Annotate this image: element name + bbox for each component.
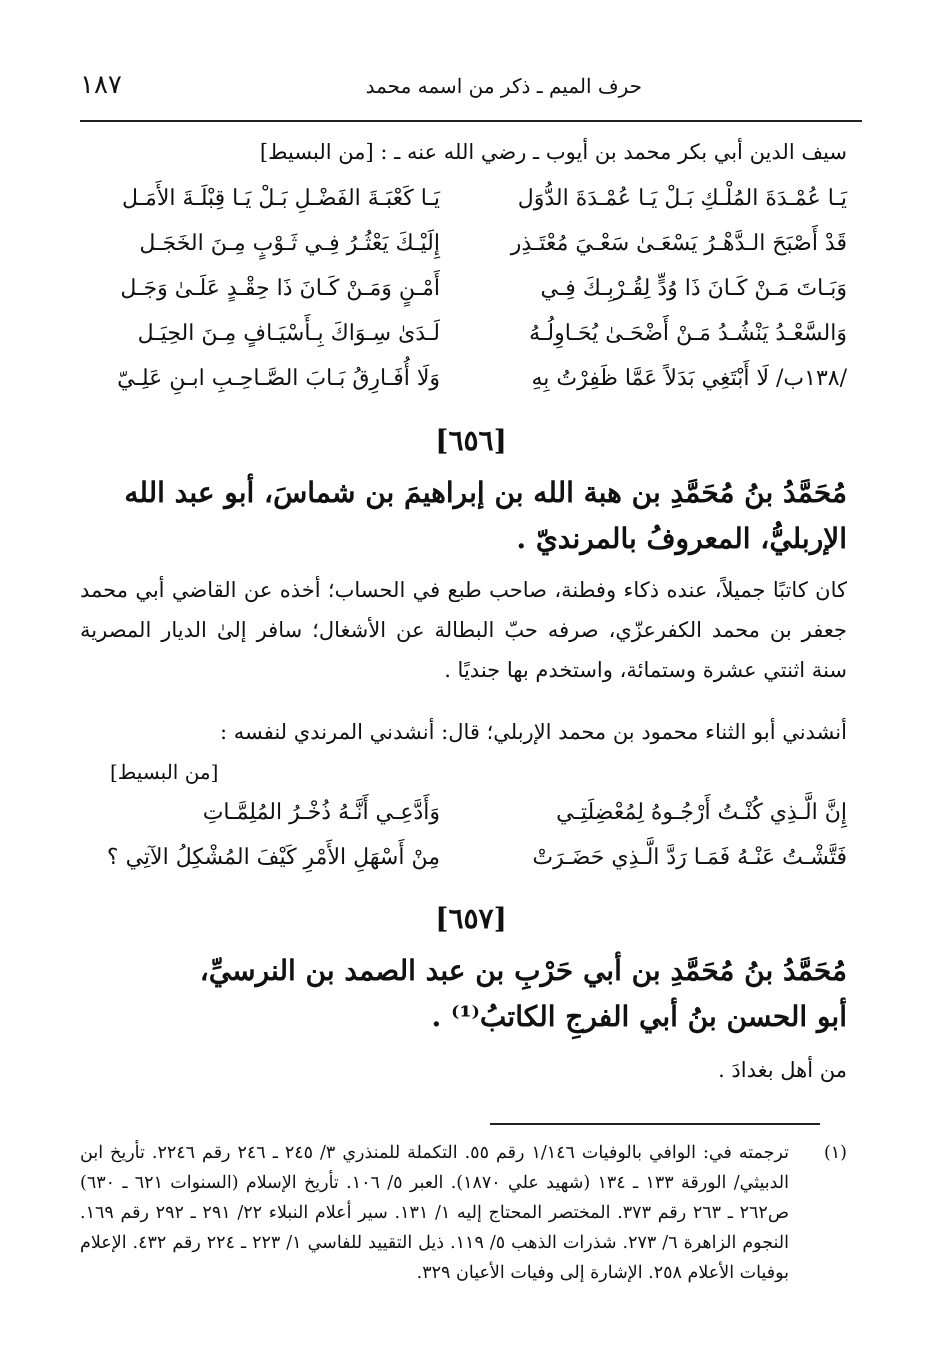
verse-second-hemistich: أَمْـنٍ وَمَـنْ كَـانَ ذَا حِقْـدٍ عَلَـىٰ وَجَـل [120, 276, 440, 301]
verse-first-hemistich: وَالسَّعْـدُ يَنْشُـدُ مَـنْ أَضْحَـىٰ يُحَـاوِلُـهُ [529, 321, 847, 346]
verse-first-hemistich: /١٣٨ب/ لَا أَبْتَغِي بَدَلاً عَمَّا ظَفِرْتُ بِهِ [531, 366, 847, 391]
verse-first-hemistich: يَـا عُمْـدَةَ المُلْـكِ بَـلْ يَـا عُمْـدَةَ الدُّوَل [517, 186, 847, 211]
entry-number-657: [٦٥٧] [435, 902, 507, 935]
entry-title-line: أبو الحسن بنُ أبي الفرجِ الكاتبُ⁽¹⁾ . [431, 1000, 847, 1033]
verse-first-hemistich: إِنَّ الَّـذِي كُنْـتُ أَرْجُـوهُ لِمُعْضِلَتِـي [556, 800, 847, 825]
poem-2 [80, 800, 847, 890]
entry-title-line: الإربليُّ، المعروفُ بالمرنديّ . [516, 522, 847, 555]
verse-second-hemistich: يَـا كَعْبَـةَ الفَضْـلِ بَـلْ يَـا قِبْلَـةَ الأَمَـل [121, 186, 440, 211]
footnote-rule [490, 1123, 820, 1125]
meter-label: [من البسيط] [110, 760, 219, 784]
verse-first-hemistich: وَبَـاتَ مَـنْ كَـانَ ذَا وُدٍّ لِقُـرْبِـكَ فِـي [540, 276, 847, 301]
header-rule [80, 120, 862, 122]
verse-first-hemistich: فَتَّشْـتُ عَنْـهُ فَمَـا رَدَّ الَّـذِي حَضَـرَتْ [532, 845, 847, 870]
verse-row [80, 845, 847, 890]
verse-row [80, 321, 847, 366]
entry-title-line: مُحَمَّدُ بنُ مُحَمَّدِ بن أبي حَرْبِ بن عبد الصمد بن النرسيِّ، [199, 954, 847, 987]
verse-row [80, 276, 847, 321]
entry-656-paragraph: كان كاتبًا جميلاً، عنده ذكاء وفطنة، صاحب طبع في الحساب؛ أخذه عن القاضي أبي محمد جعفر بن محمد الكفرعزّي، صرفه حبّ البطالة عن الأشغال؛ سافر إلىٰ الديار المصرية سنة اثنتي عشرة وستمائة، واستخدم بها جنديًا . [80, 578, 847, 682]
verse-second-hemistich: وَأَدَّعِـي أَنَّـهُ ذُخْـرُ المُلِمَّـاتِ [202, 800, 440, 825]
verse-second-hemistich: وَلَا أُفَـارِقُ بَـابَ الصَّـاحِـبِ ابـنِ عَلِـيّ [117, 366, 440, 391]
entry-657-paragraph: من أهل بغدادَ . [718, 1058, 847, 1082]
verse-second-hemistich: مِنْ أَسْهَلِ الأَمْرِ كَيْفَ المُشْكِلُ الآتِي ؟ [106, 845, 440, 870]
entry-title-line: مُحَمَّدُ بنُ مُحَمَّدِ بن هبة الله بن إبراهيمَ بن شماسَ، أبو عبد الله [124, 476, 847, 509]
verse-row [80, 231, 847, 276]
intro-line: سيف الدين أبي بكر محمد بن أيوب ـ رضي الله عنه ـ : [من البسيط] [259, 140, 847, 164]
poem-1 [80, 186, 847, 411]
page-header [80, 70, 862, 106]
footnote-text: ترجمته في: الوافي بالوفيات ١/١٤٦ رقم ٥٥. التكملة للمنذري ٣/ ٢٤٥ ـ ٢٤٦ رقم ٢٢٤٦. تأريخ ابن الدبيثي/ الورقة ١٣٣ ـ ١٣٤ (شهيد علي ١٨٧٠). العبر ٥/ ١٠٦. تأريخ الإسلام (السنوات ٦٢١ ـ ٦٣٠) ص٢٦٢ ـ ٢٦٣ رقم ٣٧٣. المختصر المحتاج إليه ١/ ١٣١. سير أعلام النبلاء ٢٢/ ٢٩١ ـ ٢٩٢ رقم ١٦٩. النجوم الزاهرة ٦/ ٢٧٣. شذرات الذهب ٥/ ١١٩. ذيل التقييد للفاسي ١/ ٢٢٣ ـ ٢٢٤ رقم ٤٣٢. الإعلام بوفيات الأعلام ٢٥٨. الإشارة إلى وفيات الأعيان ٣٢٩. [80, 1143, 789, 1283]
entry-title-657 [80, 948, 847, 1040]
verse-row [80, 366, 847, 411]
entry-number-656: [٦٥٦] [435, 424, 507, 457]
footnote [80, 1138, 847, 1288]
footnote-mark: (١) [823, 1143, 847, 1163]
verse-row [80, 800, 847, 845]
verse-row [80, 186, 847, 231]
verse-second-hemistich: لَـدَىٰ سِـوَاكَ بِـأَسْيَـافٍ مِـنَ الحِيَـل [137, 321, 440, 346]
page-number: ١٨٧ [80, 70, 122, 100]
verse-second-hemistich: إِلَيْـكَ يَعْثُـرُ فِـي ثَـوْبٍ مِـنَ الخَجَـل [139, 231, 440, 256]
running-title: حرف الميم ـ ذكر من اسمه محمد [365, 74, 642, 98]
entry-title-656 [80, 470, 847, 562]
entry-656-recitation: أنشدني أبو الثناء محمود بن محمد الإربلي؛ قال: أنشدني المرندي لنفسه : [219, 720, 847, 744]
verse-first-hemistich: قَدْ أَصْبَحَ الـدَّهْـرُ يَسْعَـىٰ سَعْـيَ مُعْتَـذِر [510, 231, 847, 256]
